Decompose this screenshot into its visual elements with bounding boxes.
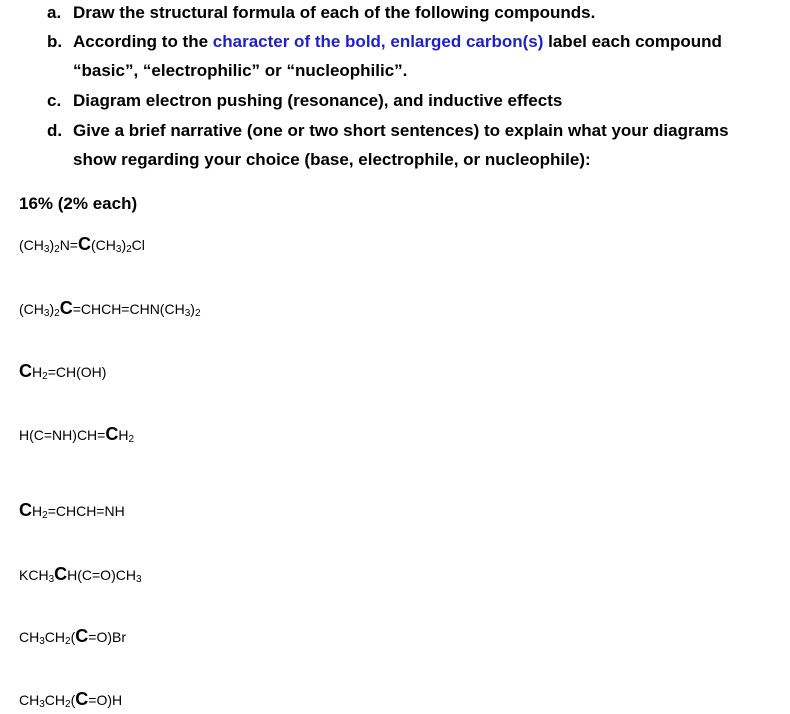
formula-subscript: 3 bbox=[39, 636, 45, 647]
formula-text: (CH bbox=[90, 237, 116, 253]
formula-text: KCH bbox=[19, 567, 49, 583]
instruction-b-letter: b. bbox=[47, 32, 63, 51]
formula-text: ) bbox=[121, 237, 127, 253]
formula-text: H bbox=[32, 503, 43, 519]
compound-formula bbox=[19, 298, 201, 319]
formula-subscript: 2 bbox=[65, 699, 71, 710]
formula-subscript: 3 bbox=[43, 244, 50, 255]
formula-text: Cl bbox=[131, 237, 145, 253]
instruction-b-post: label each compound bbox=[543, 32, 722, 51]
formula-text: CH bbox=[44, 692, 66, 708]
formula-subscript: 3 bbox=[184, 308, 191, 319]
bold-carbon: C bbox=[54, 564, 68, 584]
formula-subscript: 2 bbox=[126, 244, 132, 255]
formula-text: =CHCH=CHN(CH bbox=[72, 301, 185, 317]
bold-carbon: C bbox=[75, 689, 89, 709]
instruction-d-continuation: show regarding your choice (base, electrophile, or nucleophile): bbox=[73, 150, 591, 169]
instruction-a-text: Draw the structural formula of each of the following compounds. bbox=[73, 3, 596, 22]
formula-subscript: 3 bbox=[39, 699, 45, 710]
formula-text: =CH(OH) bbox=[47, 364, 107, 380]
formula-text: H bbox=[118, 427, 129, 443]
formula-text: ) bbox=[49, 237, 55, 253]
bold-carbon: C bbox=[105, 424, 119, 444]
bold-carbon: C bbox=[59, 298, 73, 318]
instruction-b-text bbox=[73, 31, 722, 53]
formula-text: =O)Br bbox=[88, 629, 126, 645]
formula-text: (CH bbox=[19, 301, 44, 317]
formula-text: ( bbox=[70, 629, 76, 645]
formula-text: ( bbox=[70, 692, 76, 708]
bold-carbon: C bbox=[77, 234, 91, 254]
instruction-c-text: Diagram electron pushing (resonance), and inductive effects bbox=[73, 91, 563, 110]
instruction-c-letter: c. bbox=[47, 91, 62, 110]
compound-formula bbox=[19, 234, 145, 255]
formula-subscript: 3 bbox=[135, 574, 142, 585]
compound-formula bbox=[19, 626, 126, 647]
instruction-b-pre: According to the bbox=[73, 32, 213, 51]
formula-subscript: 2 bbox=[42, 371, 48, 382]
bold-carbon: C bbox=[75, 626, 89, 646]
formula-subscript: 2 bbox=[194, 308, 201, 319]
formula-subscript: 2 bbox=[54, 308, 60, 319]
instruction-d-letter: d. bbox=[47, 121, 63, 140]
compound-formula bbox=[19, 424, 134, 445]
formula-text: H(C=NH)CH= bbox=[19, 427, 106, 443]
points-label: 16% (2% each) bbox=[19, 194, 138, 213]
formula-text: =O)H bbox=[88, 692, 123, 708]
formula-subscript: 2 bbox=[42, 510, 48, 521]
instruction-b-highlight: character of the bold, enlarged carbon(s) bbox=[212, 32, 544, 51]
formula-subscript: 3 bbox=[115, 244, 122, 255]
compound-formula bbox=[19, 500, 125, 521]
formula-text: ) bbox=[49, 301, 55, 317]
formula-subscript: 3 bbox=[48, 574, 55, 585]
formula-text: =CHCH=NH bbox=[47, 503, 125, 519]
formula-text: CH bbox=[44, 629, 66, 645]
formula-text: H(C=O)CH bbox=[67, 567, 136, 583]
formula-text: N= bbox=[59, 237, 78, 253]
compound-formula bbox=[19, 361, 106, 382]
instruction-d-text: Give a brief narrative (one or two short sentences) to explain what your diagrams bbox=[73, 121, 729, 140]
instruction-b-continuation: “basic”, “electrophilic” or “nucleophilic”. bbox=[73, 61, 408, 80]
bold-carbon: C bbox=[19, 361, 32, 381]
formula-text: ) bbox=[190, 301, 195, 317]
formula-text: CH bbox=[19, 692, 40, 708]
formula-subscript: 2 bbox=[65, 636, 71, 647]
formula-text: H bbox=[32, 364, 43, 380]
compound-formula bbox=[19, 564, 142, 585]
formula-subscript: 2 bbox=[54, 244, 60, 255]
bold-carbon: C bbox=[19, 500, 32, 520]
formula-subscript: 3 bbox=[43, 308, 50, 319]
compound-formula bbox=[19, 689, 122, 710]
formula-text: (CH bbox=[19, 237, 44, 253]
formula-subscript: 2 bbox=[128, 434, 135, 445]
formula-text: CH bbox=[19, 629, 40, 645]
instruction-a-letter: a. bbox=[47, 3, 62, 22]
